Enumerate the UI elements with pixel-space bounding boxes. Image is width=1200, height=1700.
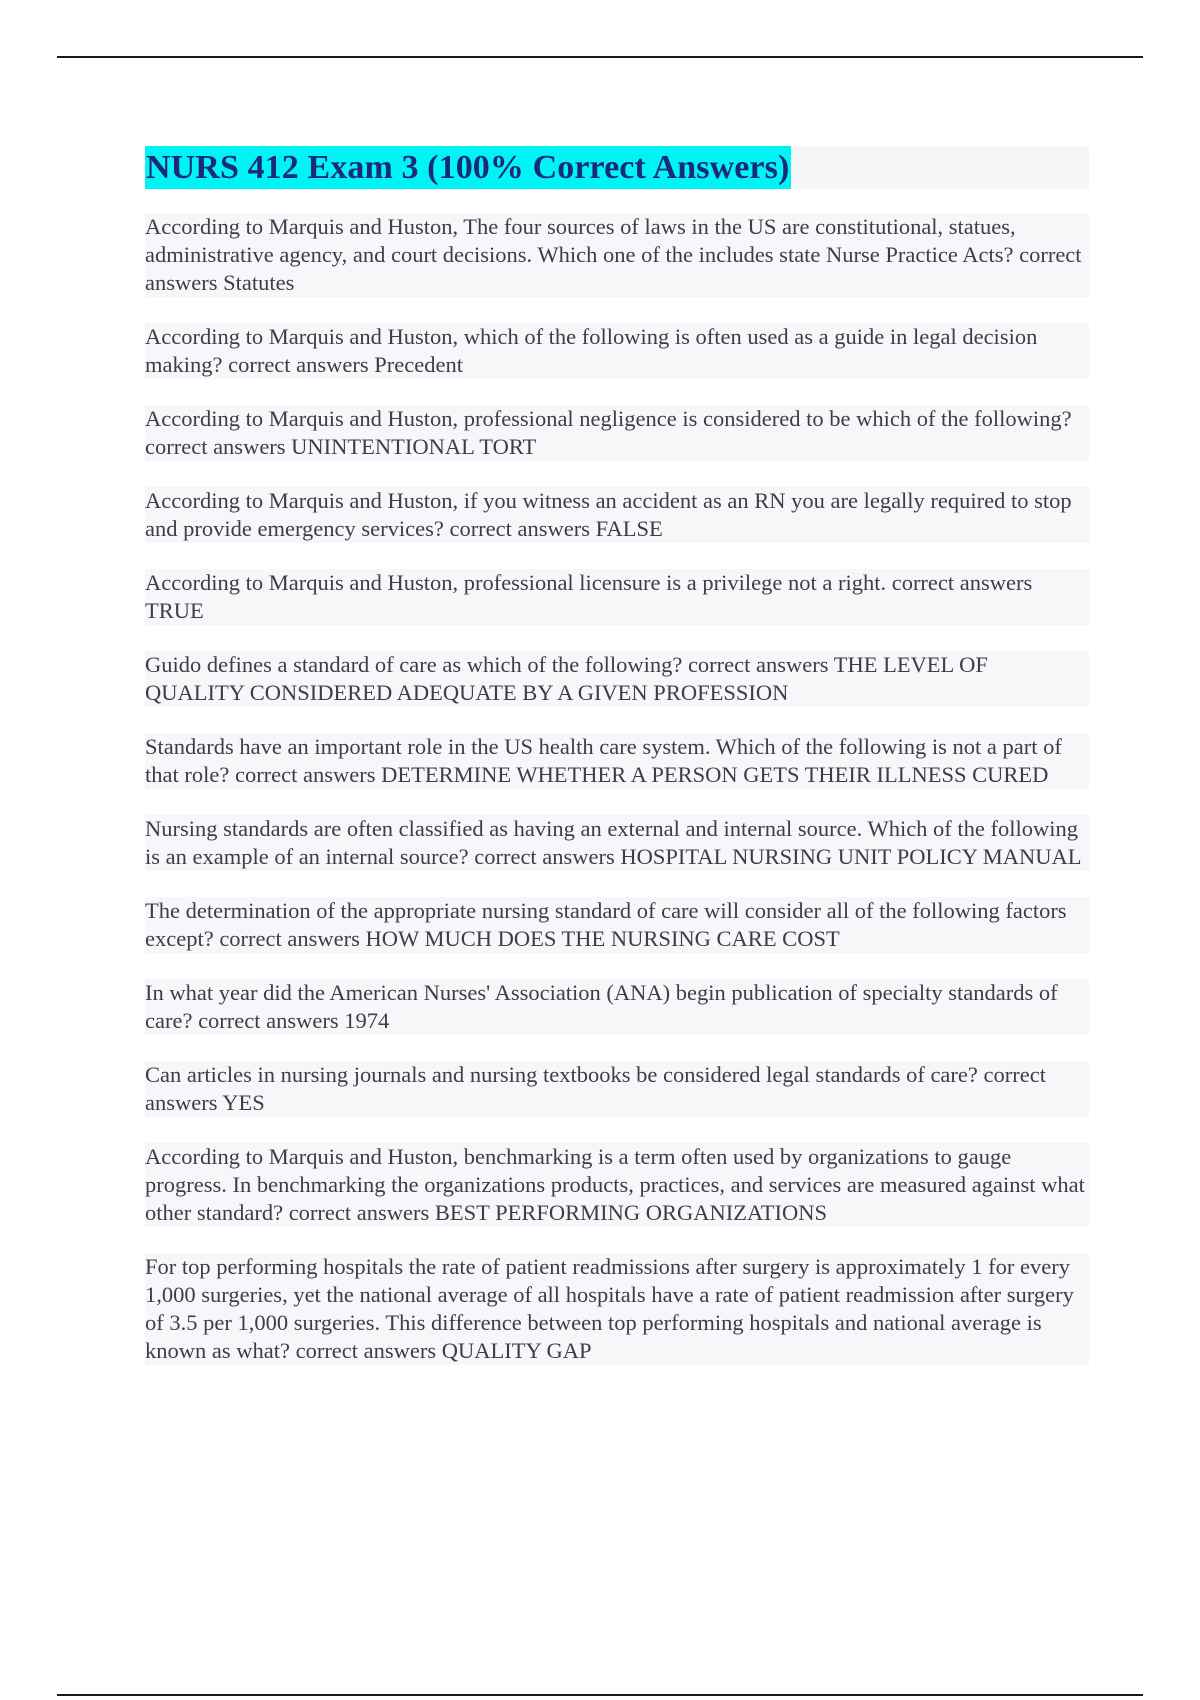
qa-item: In what year did the American Nurses' Association (ANA) begin publication of specialty standards of care? correct answers 1974 — [145, 979, 1089, 1035]
document-body — [145, 146, 1089, 1391]
top-rule — [57, 56, 1143, 58]
qa-item: According to Marquis and Huston, if you witness an accident as an RN you are legally required to stop and provide emergency services? correct answers FALSE — [145, 487, 1089, 543]
title-bar — [145, 146, 1089, 189]
qa-item: According to Marquis and Huston, professional licensure is a privilege not a right. correct answers TRUE — [145, 569, 1089, 625]
qa-item: Guido defines a standard of care as which of the following? correct answers THE LEVEL OF QUALITY CONSIDERED ADEQUATE BY A GIVEN PROFESSION — [145, 651, 1089, 707]
document-title: NURS 412 Exam 3 (100% Correct Answers) — [145, 146, 791, 189]
qa-item: For top performing hospitals the rate of patient readmissions after surgery is approximately 1 for every 1,000 surgeries, yet the national average of all hospitals have a rate of patient readmission after surgery of 3.5 per 1,000 surgeries. This difference between top performing hospitals and national average is known as what? correct answers QUALITY GAP — [145, 1253, 1089, 1365]
qa-item: Can articles in nursing journals and nursing textbooks be considered legal standards of care? correct answers YES — [145, 1061, 1089, 1117]
qa-item: According to Marquis and Huston, which of the following is often used as a guide in legal decision making? correct answers Precedent — [145, 323, 1089, 379]
qa-item: Standards have an important role in the US health care system. Which of the following is not a part of that role? correct answers DETERMINE WHETHER A PERSON GETS THEIR ILLNESS CURED — [145, 733, 1089, 789]
qa-item: The determination of the appropriate nursing standard of care will consider all of the following factors except? correct answers HOW MUCH DOES THE NURSING CARE COST — [145, 897, 1089, 953]
qa-item: Nursing standards are often classified as having an external and internal source. Which of the following is an example of an internal source? correct answers HOSPITAL NURSING UNIT POLICY MANUAL — [145, 815, 1089, 871]
qa-item: According to Marquis and Huston, professional negligence is considered to be which of the following? correct answers UNINTENTIONAL TORT — [145, 405, 1089, 461]
qa-item: According to Marquis and Huston, The four sources of laws in the US are constitutional, statues, administrative agency, and court decisions. Which one of the includes state Nurse Practice Acts? correct answers Statutes — [145, 213, 1089, 297]
qa-item: According to Marquis and Huston, benchmarking is a term often used by organizations to gauge progress. In benchmarking the organizations products, practices, and services are measured against what other standard? correct answers BEST PERFORMING ORGANIZATIONS — [145, 1143, 1089, 1227]
bottom-rule — [57, 1694, 1143, 1696]
